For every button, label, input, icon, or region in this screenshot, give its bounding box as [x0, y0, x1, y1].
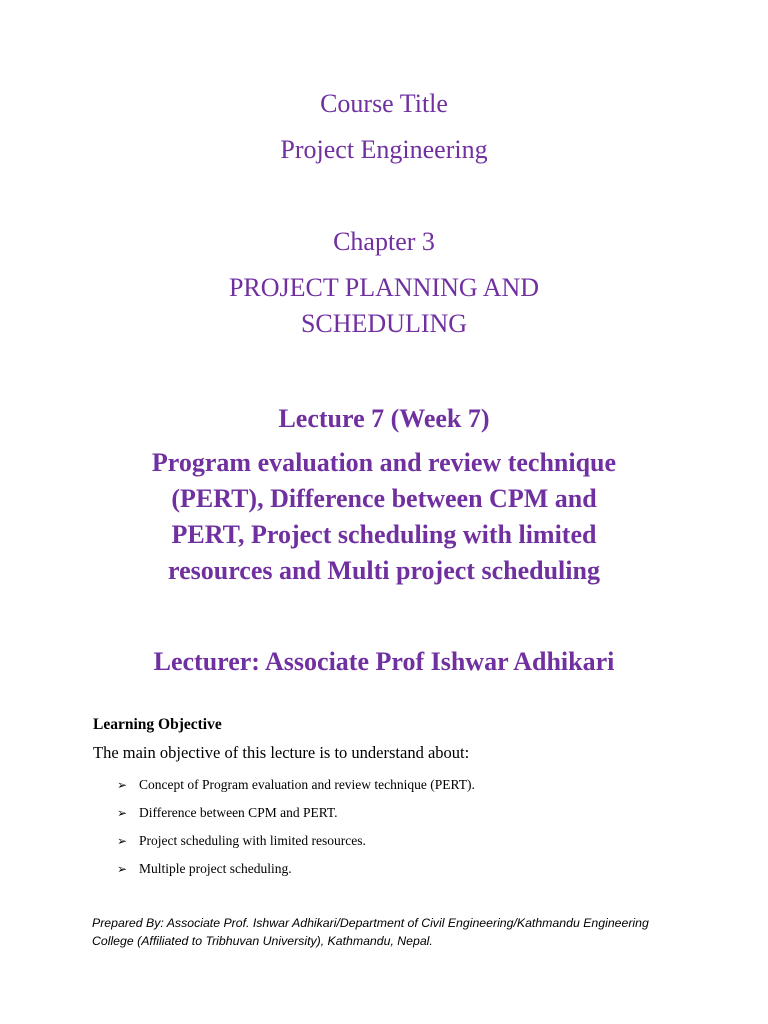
- lecture-label: Lecture 7 (Week 7): [278, 404, 490, 433]
- lecture-topics: [60, 445, 708, 589]
- chapter-title: [60, 270, 708, 342]
- list-item: [117, 803, 475, 831]
- list-item-text: Multiple project scheduling.: [139, 861, 292, 876]
- footer-line: College (Affiliated to Tribhuvan University), Kathmandu, Nepal.: [92, 934, 433, 948]
- list-item-text: Concept of Program evaluation and review technique (PERT).: [139, 777, 475, 792]
- list-item: [117, 859, 475, 887]
- chapter-title-line: SCHEDULING: [300, 309, 468, 338]
- lecture-topic-line: resources and Multi project scheduling: [168, 556, 600, 585]
- list-item: [117, 775, 475, 803]
- learning-objective-heading: Learning Objective: [93, 716, 222, 733]
- list-item-text: Difference between CPM and PERT.: [139, 805, 338, 820]
- arrow-bullet-icon: ➢: [117, 806, 128, 820]
- learning-objective-intro: The main objective of this lecture is to understand about:: [93, 743, 470, 762]
- course-name: Project Engineering: [280, 135, 488, 164]
- course-title-label: Course Title: [320, 89, 448, 118]
- page-footer: [92, 914, 692, 950]
- chapter-label: Chapter 3: [333, 227, 435, 256]
- lecture-topic-line: (PERT), Difference between CPM and: [171, 484, 597, 513]
- arrow-bullet-icon: ➢: [117, 834, 128, 848]
- arrow-bullet-icon: ➢: [117, 778, 128, 792]
- lecture-topic-line: Program evaluation and review technique: [151, 448, 617, 477]
- arrow-bullet-icon: ➢: [117, 862, 128, 876]
- learning-objective-list: [117, 775, 475, 887]
- chapter-title-line: PROJECT PLANNING AND: [228, 273, 540, 302]
- list-item-text: Project scheduling with limited resources.: [139, 833, 366, 848]
- footer-line: Prepared By: Associate Prof. Ishwar Adhikari/Department of Civil Engineering/Kathmandu Engineering: [92, 916, 649, 930]
- lecturer-line: Lecturer: Associate Prof Ishwar Adhikari: [153, 647, 615, 676]
- lecture-topic-line: PERT, Project scheduling with limited: [171, 520, 597, 549]
- list-item: [117, 831, 475, 859]
